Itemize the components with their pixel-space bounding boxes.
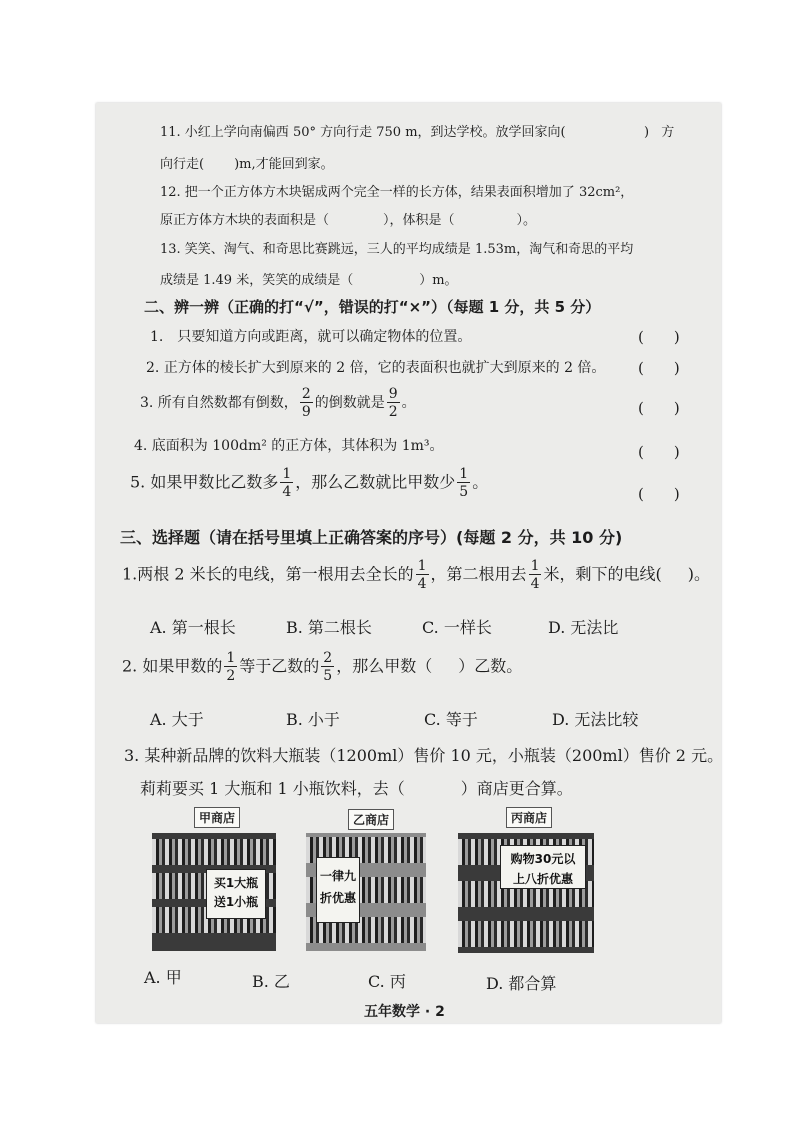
q11-dir: 方 bbox=[661, 125, 675, 140]
q11-line2: 向行走( )m,才能回到家。 bbox=[160, 157, 334, 172]
shop-yi-label: 乙商店 bbox=[348, 809, 394, 830]
section3-title: 三、选择题（请在括号里填上正确答案的序号）(每题 2 分，共 10 分) bbox=[120, 528, 623, 547]
shop-bing-sign: 购物30元以 上八折优惠 bbox=[500, 845, 586, 889]
fraction-2-9: $\frac{2}{9}$ bbox=[301, 386, 311, 420]
q12-line2: 原正方体方木块的表面积是（ ），体积是（ ）。 bbox=[160, 213, 537, 228]
judge-item-4: 4. 底面积为 100dm² 的正方体，其体积为 1m³。 bbox=[134, 438, 444, 454]
judge-item-1: 1. 只要知道方向或距离，就可以确定物体的位置。 bbox=[150, 329, 472, 345]
q2-option-a[interactable]: A. 大于 bbox=[150, 710, 204, 729]
section2-title: 二、辨一辨（正确的打“√”，错误的打“×”）（每题 1 分，共 5 分） bbox=[144, 298, 601, 316]
judge-item-3: 3. 所有自然数都有倒数， $\frac{2}{9}$ 的倒数就是 $\frac{9}{2}$ 。 bbox=[140, 386, 416, 420]
choice-q3-line1: 3. 某种新品牌的饮料大瓶装（1200ml）售价 10 元，小瓶装（200ml）售价 2 元。 bbox=[124, 746, 724, 765]
q1-option-d[interactable]: D. 无法比 bbox=[548, 618, 619, 637]
q1-option-b[interactable]: B. 第二根长 bbox=[286, 618, 372, 637]
q3-option-c[interactable]: C. 丙 bbox=[368, 972, 406, 991]
q1-option-a[interactable]: A. 第一根长 bbox=[150, 618, 236, 637]
shop-jia-label: 甲商店 bbox=[194, 807, 240, 828]
fraction-1-4: $\frac{1}{4}$ bbox=[282, 466, 292, 500]
judge-item-2: 2. 正方体的棱长扩大到原来的 2 倍，它的表面积也就扩大到原来的 2 倍。 bbox=[146, 360, 606, 376]
exam-page bbox=[96, 103, 724, 1023]
choice-q2: 2. 如果甲数的 $\frac{1}{2}$ 等于乙数的 $\frac{2}{5}$ ，那么甲数（ ）乙数。 bbox=[122, 650, 523, 684]
shop-jia-sign: 买1大瓶 送1小瓶 bbox=[206, 869, 266, 919]
judge-item-5: 5. 如果甲数比乙数多 $\frac{1}{4}$ ，那么乙数就比甲数少 $\frac{1}{5}$ 。 bbox=[130, 466, 489, 500]
shop-jia-photo bbox=[152, 833, 276, 951]
q1-option-c[interactable]: C. 一样长 bbox=[422, 618, 492, 637]
choice-q1: 1.两根 2 米长的电线，第一根用去全长的 $\frac{1}{4}$ ，第二根用去 $\frac{1}{4}$ 米，剩下的电线( )。 bbox=[122, 558, 710, 592]
q13-line1: 13. 笑笑、淘气、和奇思比赛跳远，三人的平均成绩是 1.53m，淘气和奇思的平均 bbox=[160, 242, 634, 257]
q11-line1 bbox=[160, 121, 566, 140]
shop-bing-label: 丙商店 bbox=[506, 807, 552, 828]
fraction-1-5: $\frac{1}{5}$ bbox=[459, 466, 469, 500]
shop-yi-sign: 一律九 折优惠 bbox=[316, 857, 360, 923]
judge-answer-4[interactable]: ( ) bbox=[638, 443, 680, 461]
q2-option-c[interactable]: C. 等于 bbox=[424, 710, 478, 729]
judge-answer-1[interactable]: ( ) bbox=[638, 328, 680, 346]
fraction-9-2: $\frac{9}{2}$ bbox=[388, 386, 398, 420]
shop-bing bbox=[458, 807, 596, 955]
q3-option-b[interactable]: B. 乙 bbox=[252, 972, 290, 991]
judge-answer-2[interactable]: ( ) bbox=[638, 359, 680, 377]
choice-q3-line2: 莉莉要买 1 大瓶和 1 小瓶饮料，去（ ）商店更合算。 bbox=[140, 779, 573, 798]
q3-option-a[interactable]: A. 甲 bbox=[144, 968, 182, 987]
q3-option-d[interactable]: D. 都合算 bbox=[486, 974, 557, 993]
q11-paren-close: ) 方 bbox=[644, 125, 675, 140]
q2-option-b[interactable]: B. 小于 bbox=[286, 710, 340, 729]
shop-yi bbox=[306, 809, 428, 953]
q12-line1: 12. 把一个正方体方木块锯成两个完全一样的长方体，结果表面积增加了 32cm²， bbox=[160, 185, 634, 200]
judge-answer-5[interactable]: ( ) bbox=[638, 485, 680, 503]
shop-bing-photo bbox=[458, 833, 594, 953]
shop-yi-photo bbox=[306, 833, 426, 951]
q13-line2: 成绩是 1.49 米，笑笑的成绩是（ ）m。 bbox=[160, 273, 458, 288]
shop-jia bbox=[152, 807, 278, 953]
q2-option-d[interactable]: D. 无法比较 bbox=[552, 710, 639, 729]
page-footer: 五年数学 · 2 bbox=[364, 1004, 445, 1020]
q11-text: 11. 小红上学向南偏西 50° 方向行走 750 m，到达学校。放学回家向( bbox=[160, 125, 566, 140]
judge-answer-3[interactable]: ( ) bbox=[638, 399, 680, 417]
